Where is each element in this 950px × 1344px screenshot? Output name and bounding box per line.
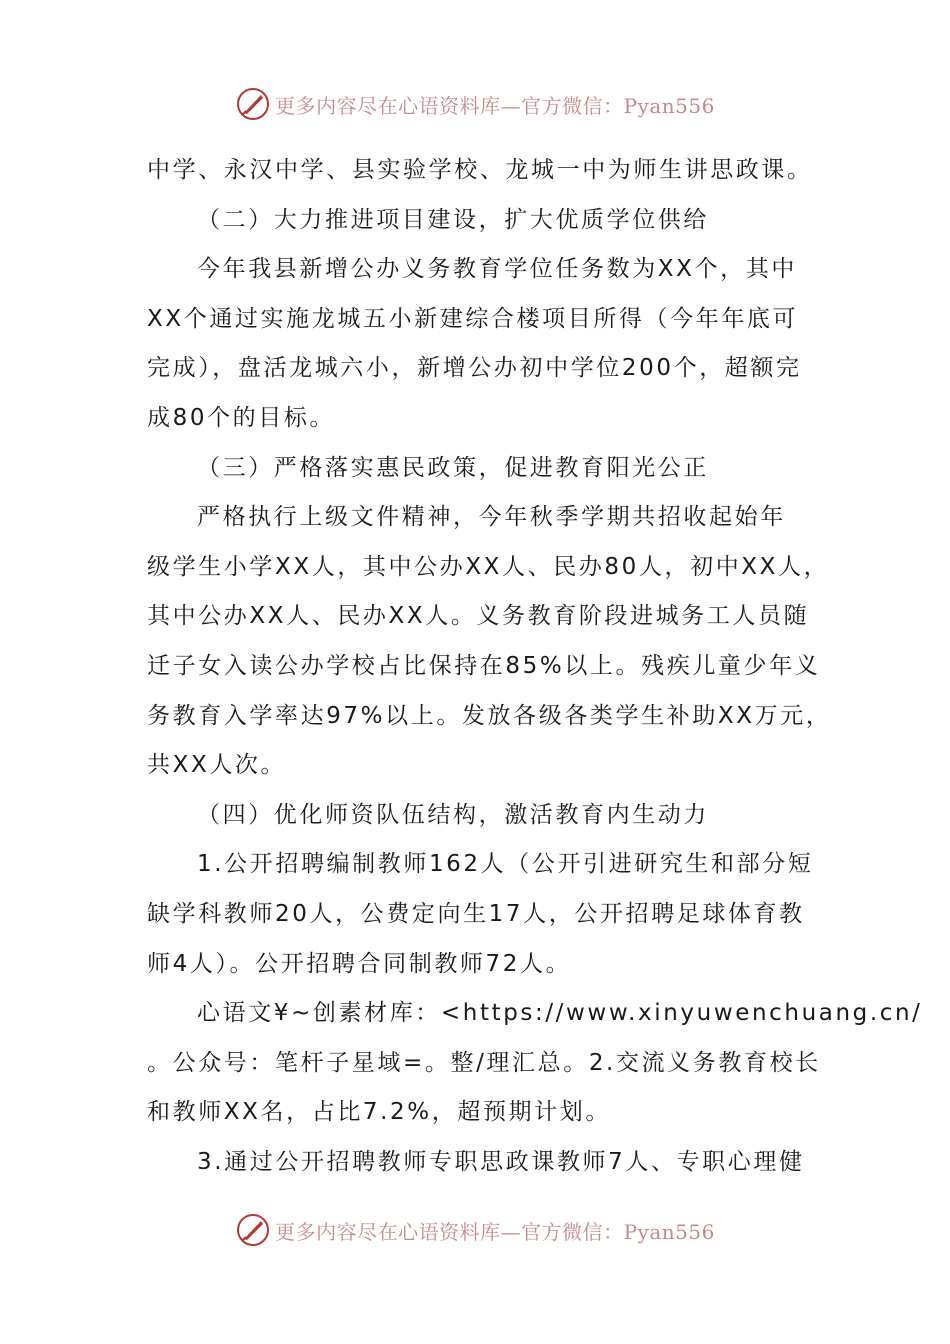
paragraph-line: 缺学科教师20人，公费定向生17人，公开招聘足球体育教 <box>147 900 805 927</box>
paragraph-line: 其中公办XX人、民办XX人。义务教育阶段进城务工人员随 <box>147 603 810 630</box>
paragraph-line: 成80个的目标。 <box>147 404 336 431</box>
paragraph-line: 和教师XX名，占比7.2%，超预期计划。 <box>147 1099 611 1126</box>
header-watermark-banner <box>0 84 950 124</box>
paragraph-line: 1.公开招聘编制教师162人（公开引进研究生和部分短 <box>197 851 814 878</box>
document-body <box>147 146 923 1187</box>
paragraph-line: 。公众号：笔杆子星域=。整/理汇总。2.交流义务教育校长 <box>147 1049 821 1076</box>
paragraph-line: 完成），盘活龙城六小，新增公办初中学位200个，超额完 <box>147 355 802 382</box>
paragraph-line: XX个通过实施龙城五小新建综合楼项目所得（今年年底可 <box>147 305 799 332</box>
paragraph-line: 级学生小学XX人，其中公办XX人、民办80人，初中XX人， <box>147 553 830 580</box>
paragraph-line: 中学、永汉中学、县实验学校、龙城一中为师生讲思政课。 <box>147 157 813 183</box>
quill-logo-icon <box>235 1212 271 1248</box>
footer-banner-text: 更多内容尽在心语资料库—官方微信：Pyan556 <box>275 1219 715 1244</box>
paragraph-line: 师4人）。公开招聘合同制教师72人。 <box>147 950 572 977</box>
paragraph-line: 务教育入学率达97%以上。发放各级各类学生补助XX万元， <box>147 702 832 729</box>
footer-watermark-banner <box>0 1210 950 1250</box>
paragraph-line: 严格执行上级文件精神，今年秋季学期共招收起始年 <box>197 504 786 531</box>
paragraph-line: 心语文¥~创素材库：<https://www.xinyuwenchuang.cn/ <box>197 1000 923 1027</box>
section-heading: （三）严格落实惠民政策，促进教育阳光公正 <box>197 454 709 481</box>
paragraph-line: 共XX人次。 <box>147 752 287 779</box>
paragraph-line: 今年我县新增公办义务教育学位任务数为XX个，其中 <box>197 256 797 283</box>
paragraph-line: 3.通过公开招聘教师专职思政课教师7人、专职心理健 <box>197 1148 805 1175</box>
section-heading: （四）优化师资队伍结构，激活教育内生动力 <box>197 801 709 828</box>
quill-logo-icon <box>235 86 271 122</box>
section-heading: （二）大力推进项目建设，扩大优质学位供给 <box>197 206 709 233</box>
header-banner-text: 更多内容尽在心语资料库—官方微信：Pyan556 <box>275 93 715 118</box>
paragraph-line: 迁子女入读公办学校占比保持在85%以上。残疾儿童少年义 <box>147 652 821 679</box>
